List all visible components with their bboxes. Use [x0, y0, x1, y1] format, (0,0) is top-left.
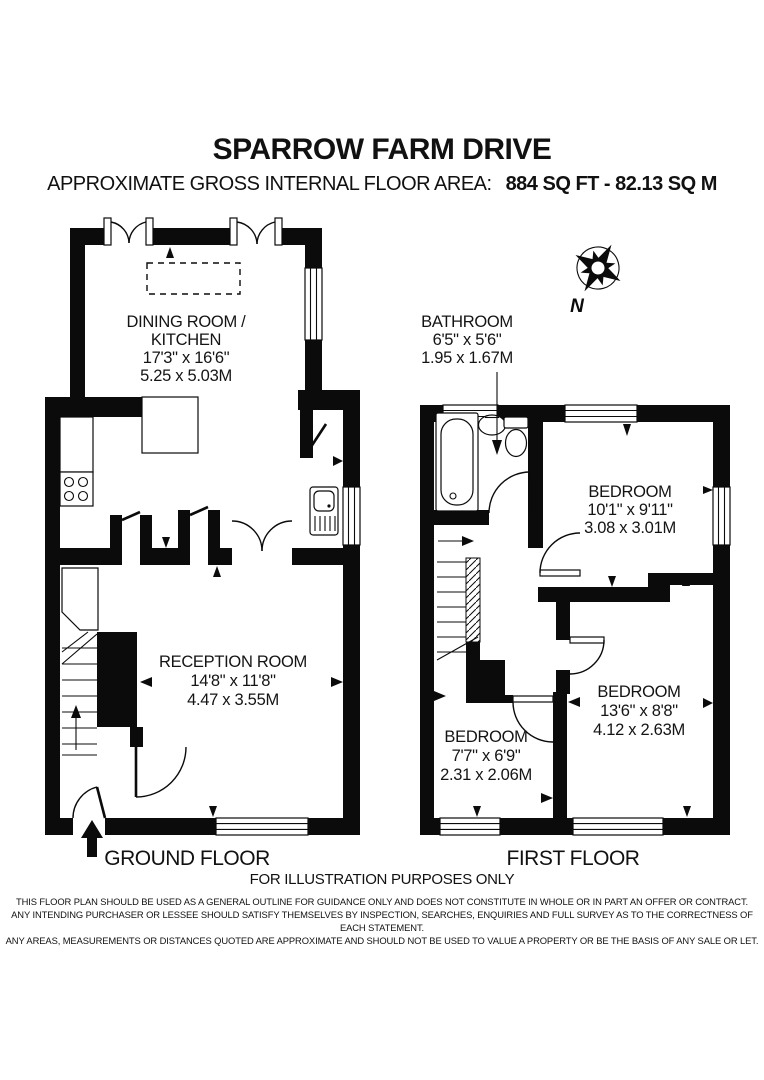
- reception-metric: 4.47 x 3.55M: [187, 691, 279, 709]
- disclaimer-line-3: ANY AREAS, MEASUREMENTS OR DISTANCES QUOTED ARE APPROXIMATE AND SHOULD NOT BE USED TO VALUE A PROPERTY OR BE THE BASIS OF ANY SALE OR LET.: [5, 935, 759, 946]
- page-title: SPARROW FARM DRIVE: [212, 133, 552, 166]
- ground-stairs: [62, 632, 137, 755]
- floor-area-label: APPROXIMATE GROSS INTERNAL FLOOR AREA:: [47, 173, 492, 195]
- first-floor-stairs: [437, 536, 513, 703]
- compass-rose-icon: [562, 232, 634, 317]
- bathroom-metric: 1.95 x 1.67M: [421, 349, 513, 367]
- bathtub: [436, 413, 478, 511]
- bedroom1-imperial: 10'1" x 9'11": [587, 501, 673, 519]
- window-bedroom2-bottom: [573, 818, 663, 835]
- dining-kitchen-name-1: DINING ROOM /: [126, 313, 246, 331]
- bedroom1-metric: 3.08 x 3.01M: [584, 519, 676, 537]
- cupboard-outline: [62, 568, 98, 630]
- reception-door: [130, 727, 186, 797]
- toilet: [504, 417, 528, 457]
- bedroom2-imperial: 13'6" x 8'8": [600, 702, 678, 720]
- french-doors-top-right: [230, 218, 282, 245]
- window-bedroom3-bottom: [440, 818, 500, 835]
- bedroom3-imperial: 7'7" x 6'9": [451, 747, 521, 765]
- first-floor-plan: [420, 313, 730, 835]
- bedroom1-name: BEDROOM: [588, 483, 672, 501]
- window-dining-right: [305, 268, 322, 340]
- kitchen-sink: [310, 487, 338, 535]
- disclaimer-line-1: THIS FLOOR PLAN SHOULD BE USED AS A GENERAL OUTLINE FOR GUIDANCE ONLY AND DOES NOT CONSTITUTE IN WHOLE OR IN PART AN OFFER OR CONTRACT.: [15, 896, 749, 907]
- dining-kitchen-name-2: KITCHEN: [150, 331, 222, 349]
- dining-kitchen-metric: 5.25 x 5.03M: [140, 367, 232, 385]
- front-door: [73, 787, 105, 818]
- basin-sink: [479, 415, 506, 435]
- bathroom-door: [489, 472, 530, 513]
- ground-floor-plan: [45, 218, 360, 857]
- dining-kitchen-imperial: 17'3" x 16'6": [142, 349, 230, 367]
- window-bedroom1-top: [565, 405, 637, 422]
- compass-north-label: N: [570, 296, 584, 317]
- kitchen-reception-wall: [45, 507, 343, 565]
- reception-imperial: 14'8" x 11'8": [190, 672, 276, 690]
- hob: [60, 472, 93, 506]
- bedroom2-name: BEDROOM: [597, 683, 681, 701]
- first-floor-label: FIRST FLOOR: [506, 847, 640, 870]
- bedroom-divider-wall: [553, 692, 567, 818]
- floor-area-value: 884 SQ FT - 82.13 SQ M: [505, 173, 717, 195]
- pantry-wall: [300, 410, 313, 458]
- disclaimer-line-2: ANY INTENDING PURCHASER OR LESSEE SHOULD SATISFY THEMSELVES BY INSPECTION, SEARCHES, ENQUIRIES AND FULL SURVEY AS TO THE CORRECTNESS OF EACH STATEMENT.: [11, 909, 753, 933]
- bedroom3-name: BEDROOM: [444, 728, 528, 746]
- reception-name: RECEPTION ROOM: [159, 653, 307, 671]
- dashed-rooflight: [147, 263, 240, 294]
- french-doors-top-left: [104, 218, 153, 245]
- bedroom1-divider-wall: [538, 533, 713, 602]
- window-kitchen-right: [343, 487, 360, 545]
- bathroom-imperial: 6'5" x 5'6": [432, 331, 502, 349]
- window-reception-bottom: [216, 818, 308, 835]
- ground-floor-label: GROUND FLOOR: [104, 847, 270, 870]
- window-bedroom1-right: [713, 487, 730, 545]
- landing-wall: [556, 602, 604, 694]
- bedroom3-metric: 2.31 x 2.06M: [440, 766, 532, 784]
- bedroom2-metric: 4.12 x 2.63M: [593, 721, 685, 739]
- illustration-note: FOR ILLUSTRATION PURPOSES ONLY: [249, 871, 515, 888]
- bathroom-name: BATHROOM: [421, 313, 513, 331]
- disclaimer-text: [0, 895, 764, 947]
